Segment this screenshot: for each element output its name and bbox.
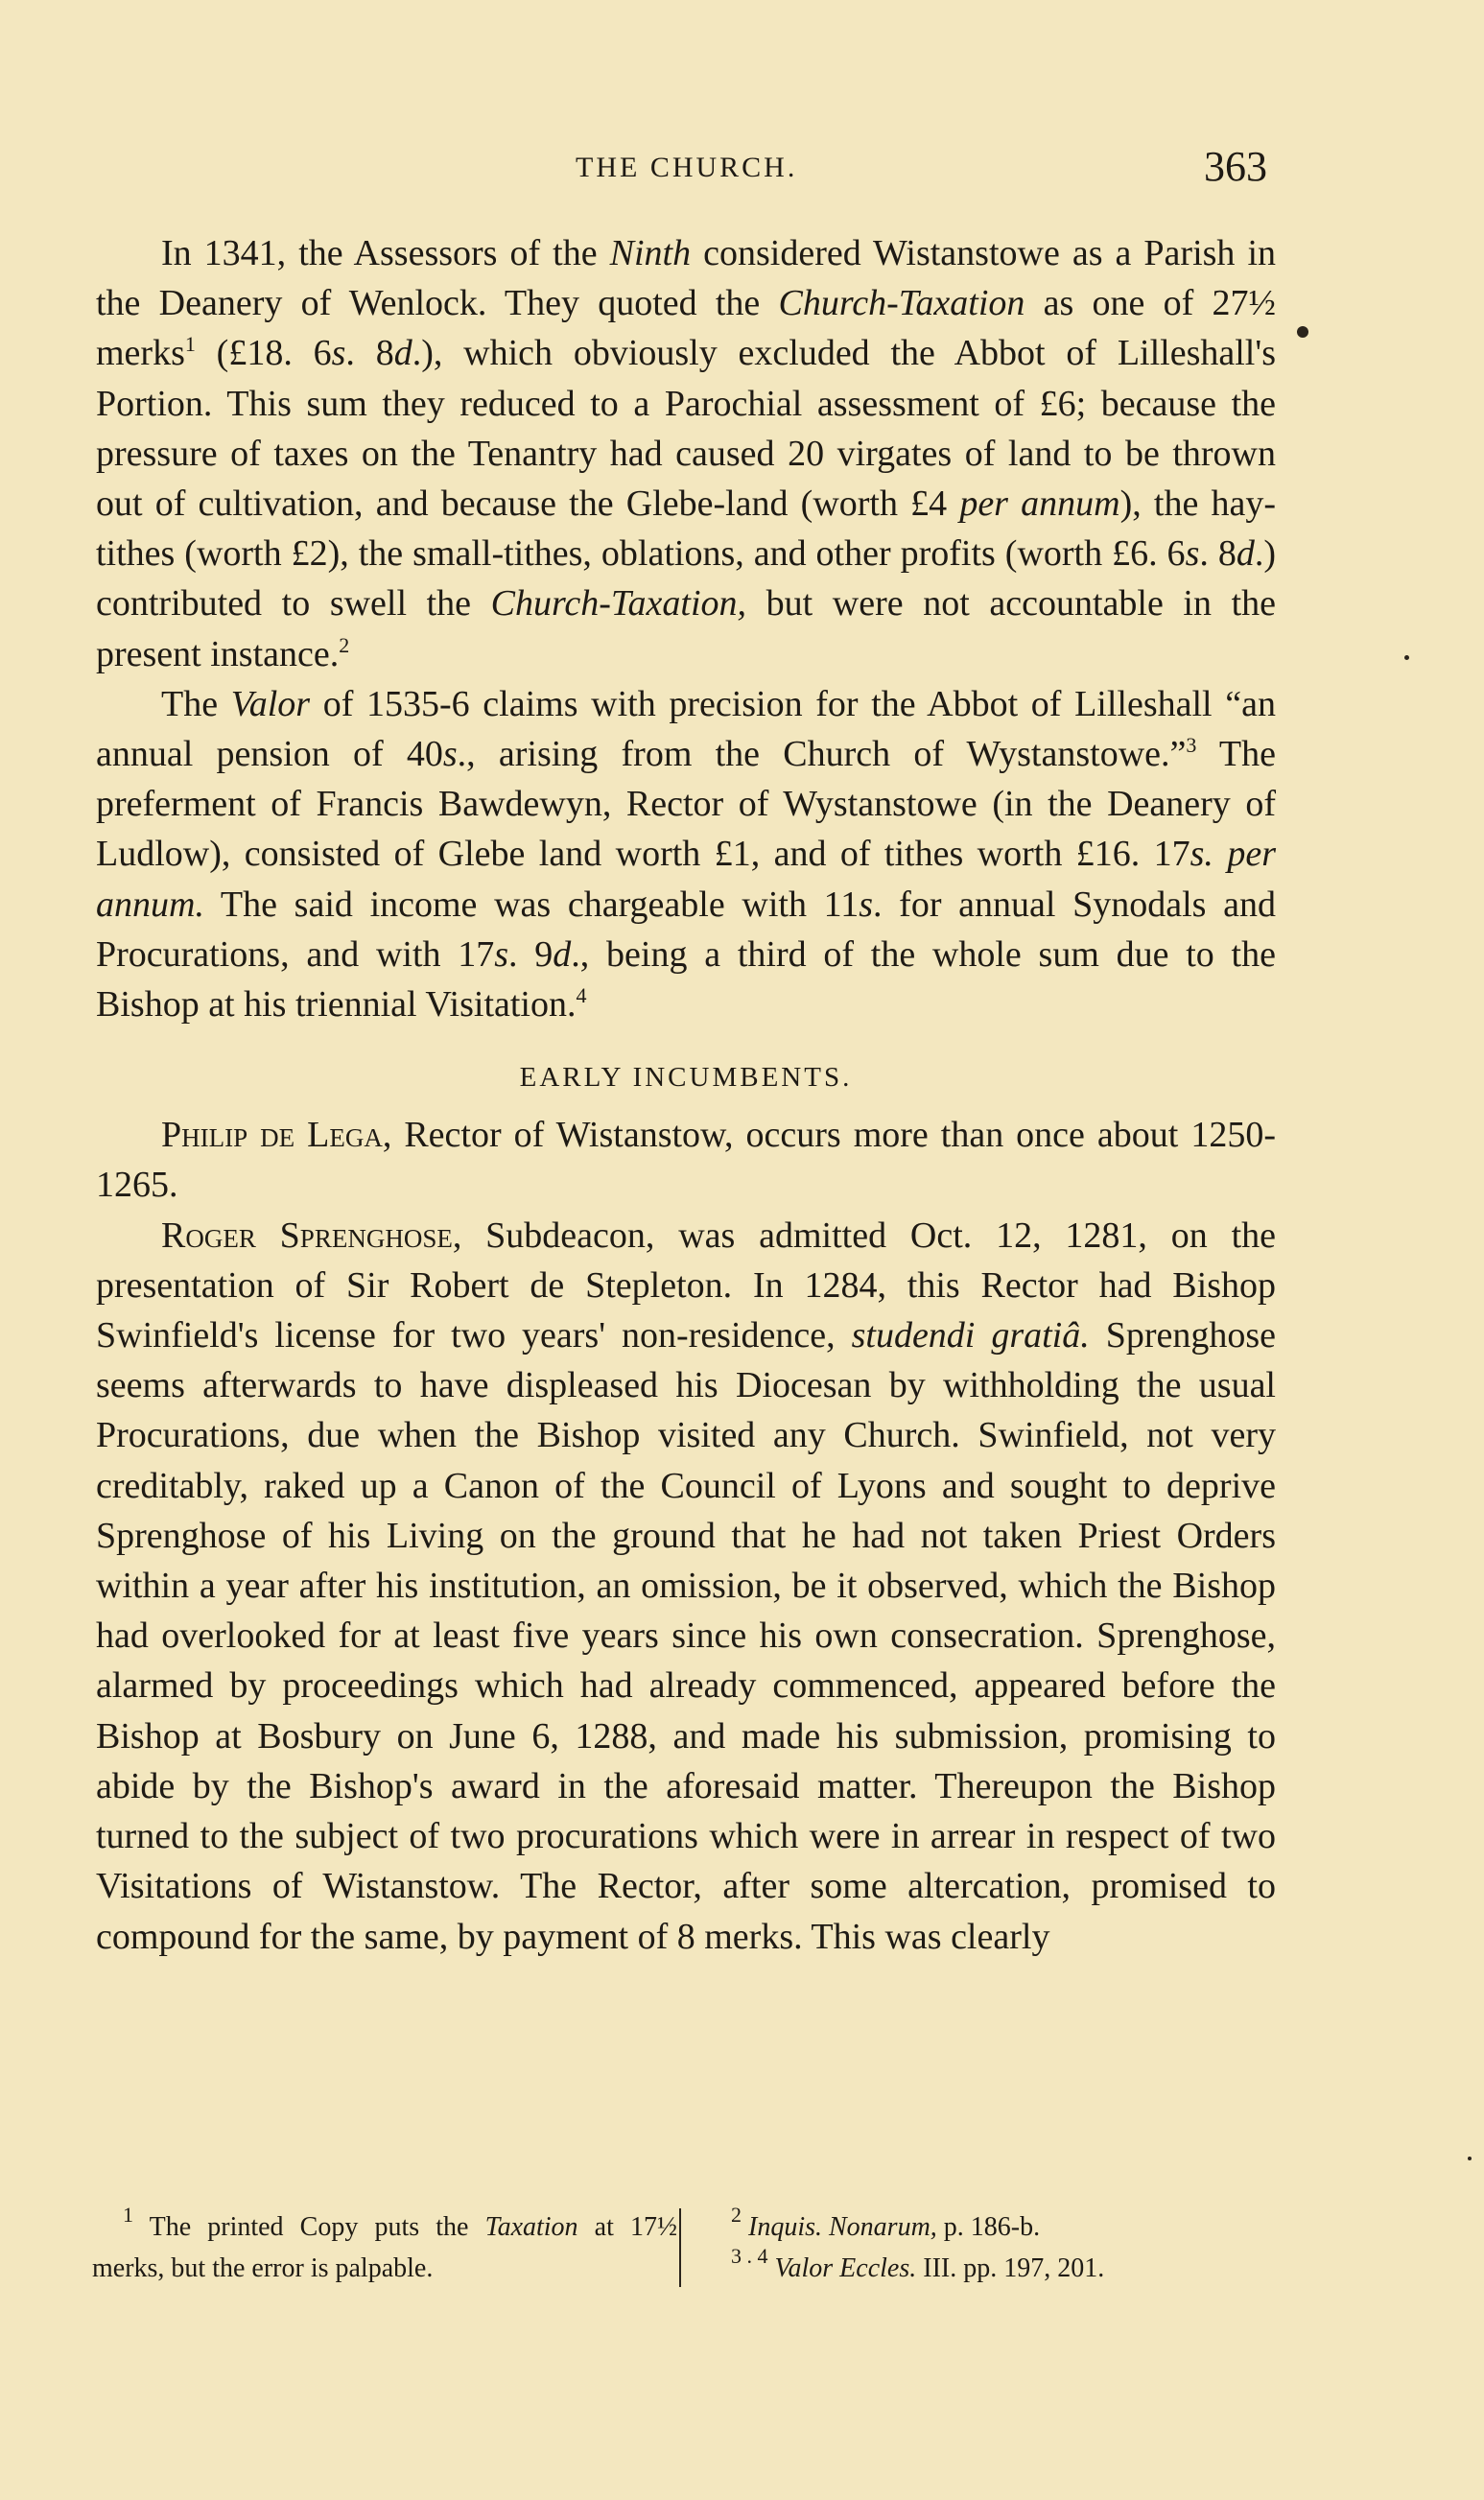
running-head: THE CHURCH. <box>576 152 798 183</box>
footnote-ref-1: 1 <box>184 332 196 357</box>
page-header <box>0 142 1484 200</box>
footnote-ref-4: 4 <box>576 983 587 1008</box>
footnote-ref-3: 3 <box>1186 733 1197 758</box>
paragraph-3: Philip de Lega, Rector of Wistanstow, occurs more than once about 1250-1265. <box>96 1115 1276 1206</box>
ink-speck <box>1404 655 1409 660</box>
footnote-1: $^1$ The printed Copy puts the Taxation at 17½ merks, but the error is palpable. <box>92 2203 677 2283</box>
paragraph-1: In 1341, the Assessors of the Ninth considered Wistanstowe as a Parish in the Deanery of Wenlock. They quoted the Church-Taxation as one of 27½ merks$^1$ (£18. 6s. 8d.), which obviously excluded the Abbot of Lilleshall's Portion. This sum they reduced to a Parochial assessment of £6; because the pressure of taxes on the Tenantry had caused 20 virgates of land to be thrown out of cultivation, and because the Glebe-land (worth £4 per annum), the hay-tithes (worth £2), the small-tithes, oblations, and other profits (worth £6. 6s. 8d.) contributed to swell the Church-Taxation, but were not accountable in the present instance.$^2$ <box>96 233 1277 674</box>
body-text <box>96 228 1276 1962</box>
page-number: 363 <box>1204 143 1267 190</box>
ink-spot <box>1297 326 1308 338</box>
paragraph-2: The Valor of 1535-6 claims with precision for the Abbot of Lilleshall “an annual pension of 40s., arising from the Church of Wystanstowe.”$^3$ The preferment of Francis Bawdewyn, Rector of Wystanstowe (in the Deanery of Ludlow), consisted of Glebe land worth £1, and of tithes worth £16. 17s. per annum. The said income was chargeable with 11s. for annual Synodals and Procurations, and with 17s. 9d., being a third of the whole sum due to the Bishop at his triennial Visitation.$^4$ <box>96 683 1276 1026</box>
footnote-3-4: $^{3 . 4}$ Valor Eccles. III. pp. 197, 201. <box>731 2244 1105 2283</box>
footnote-divider <box>679 2208 681 2287</box>
ink-speck <box>1468 2157 1472 2160</box>
incumbent-name: Roger Sprenghose <box>161 1215 453 1256</box>
paragraph-4: Roger Sprenghose, Subdeacon, was admitted Oct. 12, 1281, on the presentation of Sir Robert de Stepleton. In 1284, this Rector had Bishop Swinfield's license for two years' non-residence, studendi gratiâ. Sprenghose seems afterwards to have displeased his Diocesan by withholding the usual Procurations, due when the Bishop visited any Church. Swinfield, not very creditably, raked up a Canon of the Council of Lyons and sought to deprive Sprenghose of his Living on the ground that he had not taken Priest Orders within a year after his institution, an omission, be it observed, which the Bishop had overlooked for at least five years since his own consecration. Sprenghose, alarmed by proceedings which had already commenced, appeared before the Bishop at Bosbury on June 6, 1288, and made his submission, promising to abide by the Bishop's award in the aforesaid matter. Thereupon the Bishop turned to the subject of two procurations which were in arrear in respect of two Visitations of Wistanstow. The Rector, after some altercation, promised to compound for the same, by payment of 8 merks. This was clearly <box>96 1215 1276 1957</box>
footnote-2: $^2$ Inquis. Nonarum, p. 186-b. <box>731 2203 1041 2242</box>
incumbent-name: Philip de Lega <box>161 1115 383 1156</box>
footnotes-right-column <box>731 2203 1287 2289</box>
section-heading: EARLY INCUMBENTS. <box>519 1062 853 1094</box>
footnote-ref-2: 2 <box>339 632 350 657</box>
